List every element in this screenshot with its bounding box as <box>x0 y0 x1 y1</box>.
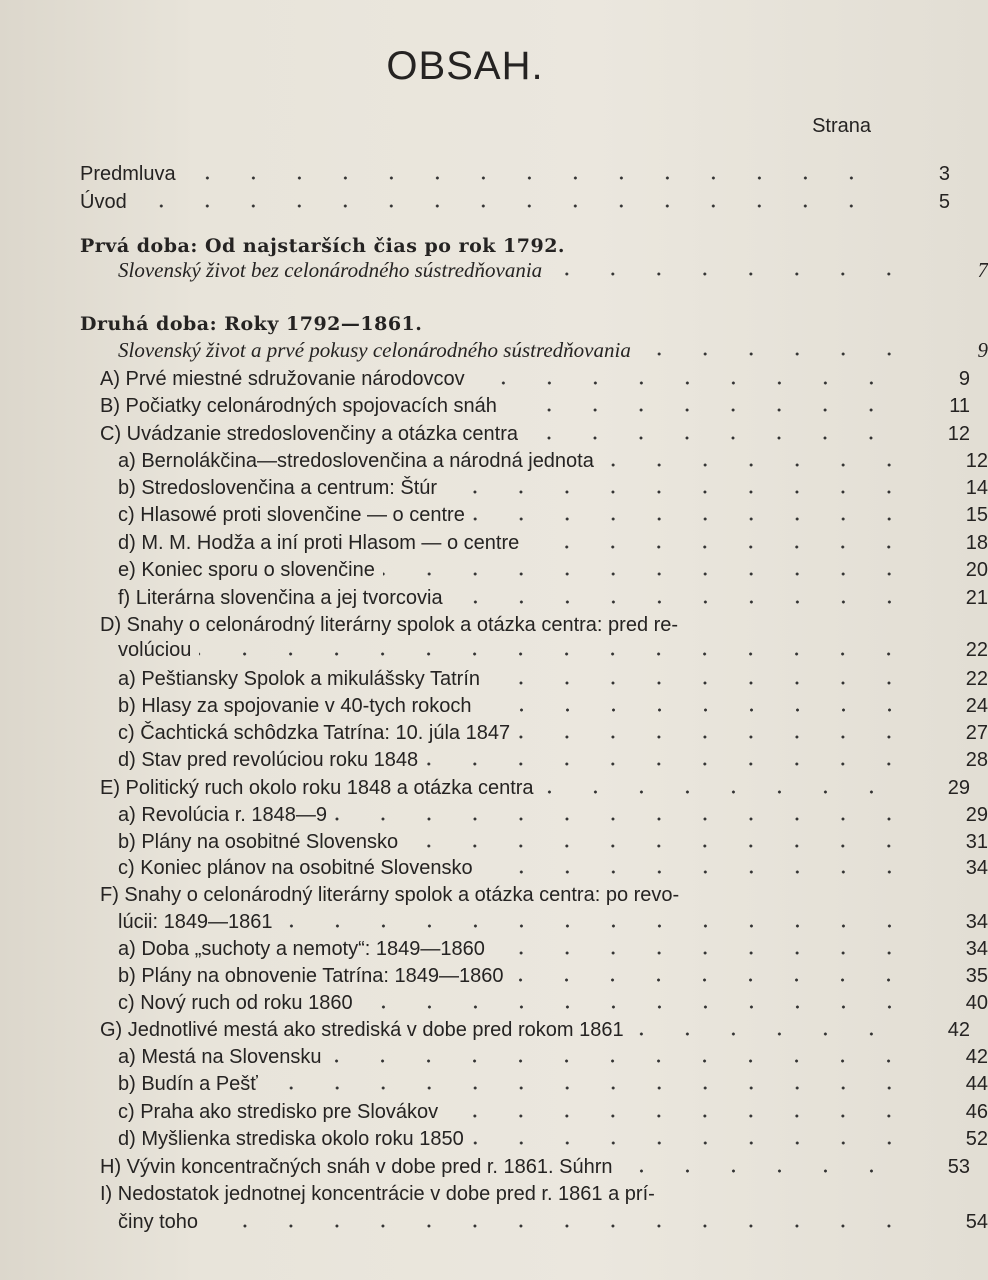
dot-leader <box>472 1127 918 1151</box>
toc-entry-title: a) Revolúcia r. 1848—9 <box>118 804 328 826</box>
toc-entry <box>0 989 988 1015</box>
toc-entry-title: b) Stredoslovenčina a centrum: Štúr <box>118 477 438 499</box>
toc-entry-title: Úvod <box>80 191 127 213</box>
toc-entry <box>0 1125 988 1151</box>
toc-entry-page: 52 <box>965 1128 988 1150</box>
toc-entry <box>0 160 950 186</box>
toc-entry-page: 27 <box>965 722 988 744</box>
toc-entry <box>0 719 988 745</box>
dot-leader <box>335 803 918 827</box>
dot-leader <box>329 1045 918 1069</box>
dot-leader <box>639 338 918 362</box>
toc-entry-title: e) Koniec sporu o slovenčine <box>118 559 375 581</box>
toc-entry-title: D) Snahy o celonárodný literárny spolok a otázka centra: pred re- <box>100 614 679 636</box>
toc-entry <box>0 746 988 772</box>
toc-entry-title: lúcii: 1849—1861 <box>118 911 273 933</box>
toc-entry <box>0 336 988 362</box>
toc-entry <box>0 665 988 691</box>
toc-entry-title: C) Uvádzanie stredoslovenčiny a otázka centra <box>100 423 518 445</box>
toc-entry <box>0 529 988 555</box>
toc-entry-page: 34 <box>965 911 988 933</box>
toc-entry-page: 46 <box>965 1101 988 1123</box>
toc-entry-page: 21 <box>965 587 988 609</box>
toc-entry-title: b) Hlasy za spojovanie v 40-tych rokoch <box>118 695 472 717</box>
toc-entry-title: f) Literárna slovenčina a jej tvorcovia <box>118 587 443 609</box>
dot-leader <box>445 476 918 500</box>
toc-entry <box>0 447 988 473</box>
toc-entry <box>0 1180 970 1206</box>
dot-leader <box>206 1210 918 1234</box>
toc-entry-page: 15 <box>965 504 988 526</box>
toc-entry-title: d) Stav pred revolúciou roku 1848 <box>118 749 419 771</box>
toc-entry-title: B) Počiatky celonárodných spojovacích snáh <box>100 395 497 417</box>
page-column-header: Strana <box>812 115 871 137</box>
toc-entry <box>0 854 988 880</box>
toc-entry-title: b) Budín a Pešť <box>118 1073 258 1095</box>
toc-entry-page: 12 <box>965 450 988 472</box>
dot-leader <box>361 991 918 1015</box>
toc-entry-page: 14 <box>965 477 988 499</box>
toc-entry-title: H) Vývin koncentračných snáh v dobe pred r. 1861. Súhrn <box>100 1156 613 1178</box>
page-title: OBSAH. <box>386 44 544 88</box>
toc-entry <box>0 392 970 418</box>
toc-entry-title: c) Hlasowé proti slovenčine — o centre <box>118 504 465 526</box>
dot-leader <box>526 422 900 446</box>
toc-entry-page: 11 <box>949 395 970 417</box>
dot-leader <box>473 503 918 527</box>
toc-entry <box>0 636 988 662</box>
toc-entry-page: 40 <box>965 992 988 1014</box>
toc-entry-title: Predmluva <box>80 163 176 185</box>
toc-entry-title: c) Praha ako stredisko pre Slovákov <box>118 1101 439 1123</box>
toc-entry-title: Slovenský život a prvé pokusy celonárodného sústredňovania <box>118 338 631 362</box>
toc-entry-page: 7 <box>977 258 988 282</box>
dot-leader <box>383 558 918 582</box>
toc-entry-page: 34 <box>965 857 988 879</box>
toc-entry-title: d) Myšlienka strediska okolo roku 1850 <box>118 1128 464 1150</box>
dot-leader <box>473 367 900 391</box>
toc-entry <box>0 1070 988 1096</box>
toc-entry-title: Druhá doba: Roky 1792—1861. <box>80 313 423 335</box>
toc-entry-page: 9 <box>958 368 970 390</box>
toc-entry-title: c) Nový ruch od roku 1860 <box>118 992 353 1014</box>
toc-entry-page: 18 <box>965 532 988 554</box>
dot-leader <box>632 1018 900 1042</box>
toc-entry-title: c) Čachtická schôdzka Tatrína: 10. júla 1847 <box>118 722 511 744</box>
toc-entry-title: F) Snahy o celonárodný literárny spolok a otázka centra: po revo- <box>100 884 680 906</box>
toc-entry-title: a) Doba „suchoty a nemoty“: 1849—1860 <box>118 938 485 960</box>
toc-entry-title: Slovenský život bez celonárodného sústredňovania <box>118 258 543 282</box>
toc-entry-title: b) Plány na obnovenie Tatrína: 1849—1860 <box>118 965 504 987</box>
toc-entry <box>0 935 988 961</box>
toc-entry-title: b) Plány na osobitné Slovensko <box>118 831 399 853</box>
toc-entry-page: 34 <box>965 938 988 960</box>
toc-entry <box>0 774 970 800</box>
toc-entry <box>0 420 970 446</box>
toc-entry-title: G) Jednotlivé mestá ako strediská v dobe pred rokom 1861 <box>100 1019 624 1041</box>
toc-entry-page: 28 <box>965 749 988 771</box>
toc-entry-page: 54 <box>965 1211 988 1233</box>
toc-entry <box>0 365 970 391</box>
toc-entry-title: a) Peštiansky Spolok a mikulášsky Tatrín <box>118 668 481 690</box>
toc-entry <box>0 611 970 637</box>
toc-entry-page: 5 <box>938 191 950 213</box>
dot-leader <box>527 531 918 555</box>
toc-entry-page: 20 <box>965 559 988 581</box>
toc-entry <box>0 256 988 282</box>
dot-leader <box>550 258 918 282</box>
toc-entry-page: 53 <box>947 1156 970 1178</box>
toc-entry <box>0 474 988 500</box>
dot-leader <box>199 638 918 662</box>
dot-leader <box>602 449 918 473</box>
dot-leader <box>266 1072 918 1096</box>
toc-entry-page: 42 <box>965 1046 988 1068</box>
toc-entry <box>0 881 970 907</box>
toc-entry <box>0 1016 970 1042</box>
dot-leader <box>426 748 918 772</box>
toc-entry <box>0 908 988 934</box>
toc-entry-title: I) Nedostatok jednotnej koncentrácie v dobe pred r. 1861 a prí- <box>100 1183 655 1205</box>
toc-entry <box>0 962 988 988</box>
toc-entry-title: d) M. M. Hodža a iní proti Hlasom — o centre <box>118 532 520 554</box>
toc-entry-page: 12 <box>947 423 970 445</box>
toc-entry-page: 42 <box>947 1019 970 1041</box>
toc-entry <box>0 828 988 854</box>
toc-entry-page: 24 <box>965 695 988 717</box>
toc-entry-title: a) Bernolákčina—stredoslovenčina a národná jednota <box>118 450 594 472</box>
toc-entry-title: a) Mestá na Slovensku <box>118 1046 322 1068</box>
toc-entry-title: A) Prvé miestné sdružovanie národovcov <box>100 368 465 390</box>
toc-entry <box>0 692 988 718</box>
toc-entry-title: E) Politický ruch okolo roku 1848 a otázka centra <box>100 777 534 799</box>
toc-entry-page: 9 <box>977 338 988 362</box>
toc-entry <box>0 801 988 827</box>
dot-leader <box>184 162 880 186</box>
dot-leader <box>481 856 918 880</box>
toc-entry <box>0 188 950 214</box>
dot-leader <box>505 394 900 418</box>
toc-entry-page: 29 <box>947 777 970 799</box>
dot-leader <box>281 910 918 934</box>
dot-leader <box>446 1100 918 1124</box>
dot-leader <box>480 694 919 718</box>
dot-leader <box>621 1155 900 1179</box>
dot-leader <box>493 937 918 961</box>
toc-entry-page: 3 <box>938 163 950 185</box>
toc-entry-title: c) Koniec plánov na osobitné Slovensko <box>118 857 473 879</box>
toc-entry-page: 22 <box>965 668 988 690</box>
toc-entry-page: 31 <box>965 831 988 853</box>
toc-entry-title: volúciou <box>118 639 192 661</box>
toc-entry <box>0 1208 988 1234</box>
dot-leader <box>406 830 918 854</box>
toc-entry <box>0 1153 970 1179</box>
toc-entry <box>0 584 988 610</box>
toc-entry-page: 22 <box>965 639 988 661</box>
toc-entry <box>0 556 988 582</box>
toc-entry-title: činy toho <box>118 1211 199 1233</box>
dot-leader <box>511 964 918 988</box>
toc-entry <box>0 1098 988 1124</box>
toc-entry <box>0 310 950 336</box>
toc-entry <box>0 1043 988 1069</box>
dot-leader <box>518 721 918 745</box>
toc-entry-page: 35 <box>965 965 988 987</box>
dot-leader <box>488 667 918 691</box>
dot-leader <box>135 190 880 214</box>
toc-entry <box>0 501 988 527</box>
dot-leader <box>451 586 918 610</box>
toc-entry <box>0 232 950 258</box>
toc-entry-page: 44 <box>965 1073 988 1095</box>
toc-entry-page: 29 <box>965 804 988 826</box>
dot-leader <box>542 776 900 800</box>
toc-entry-title: Prvá doba: Od najstarších čias po rok 1792. <box>80 235 566 257</box>
